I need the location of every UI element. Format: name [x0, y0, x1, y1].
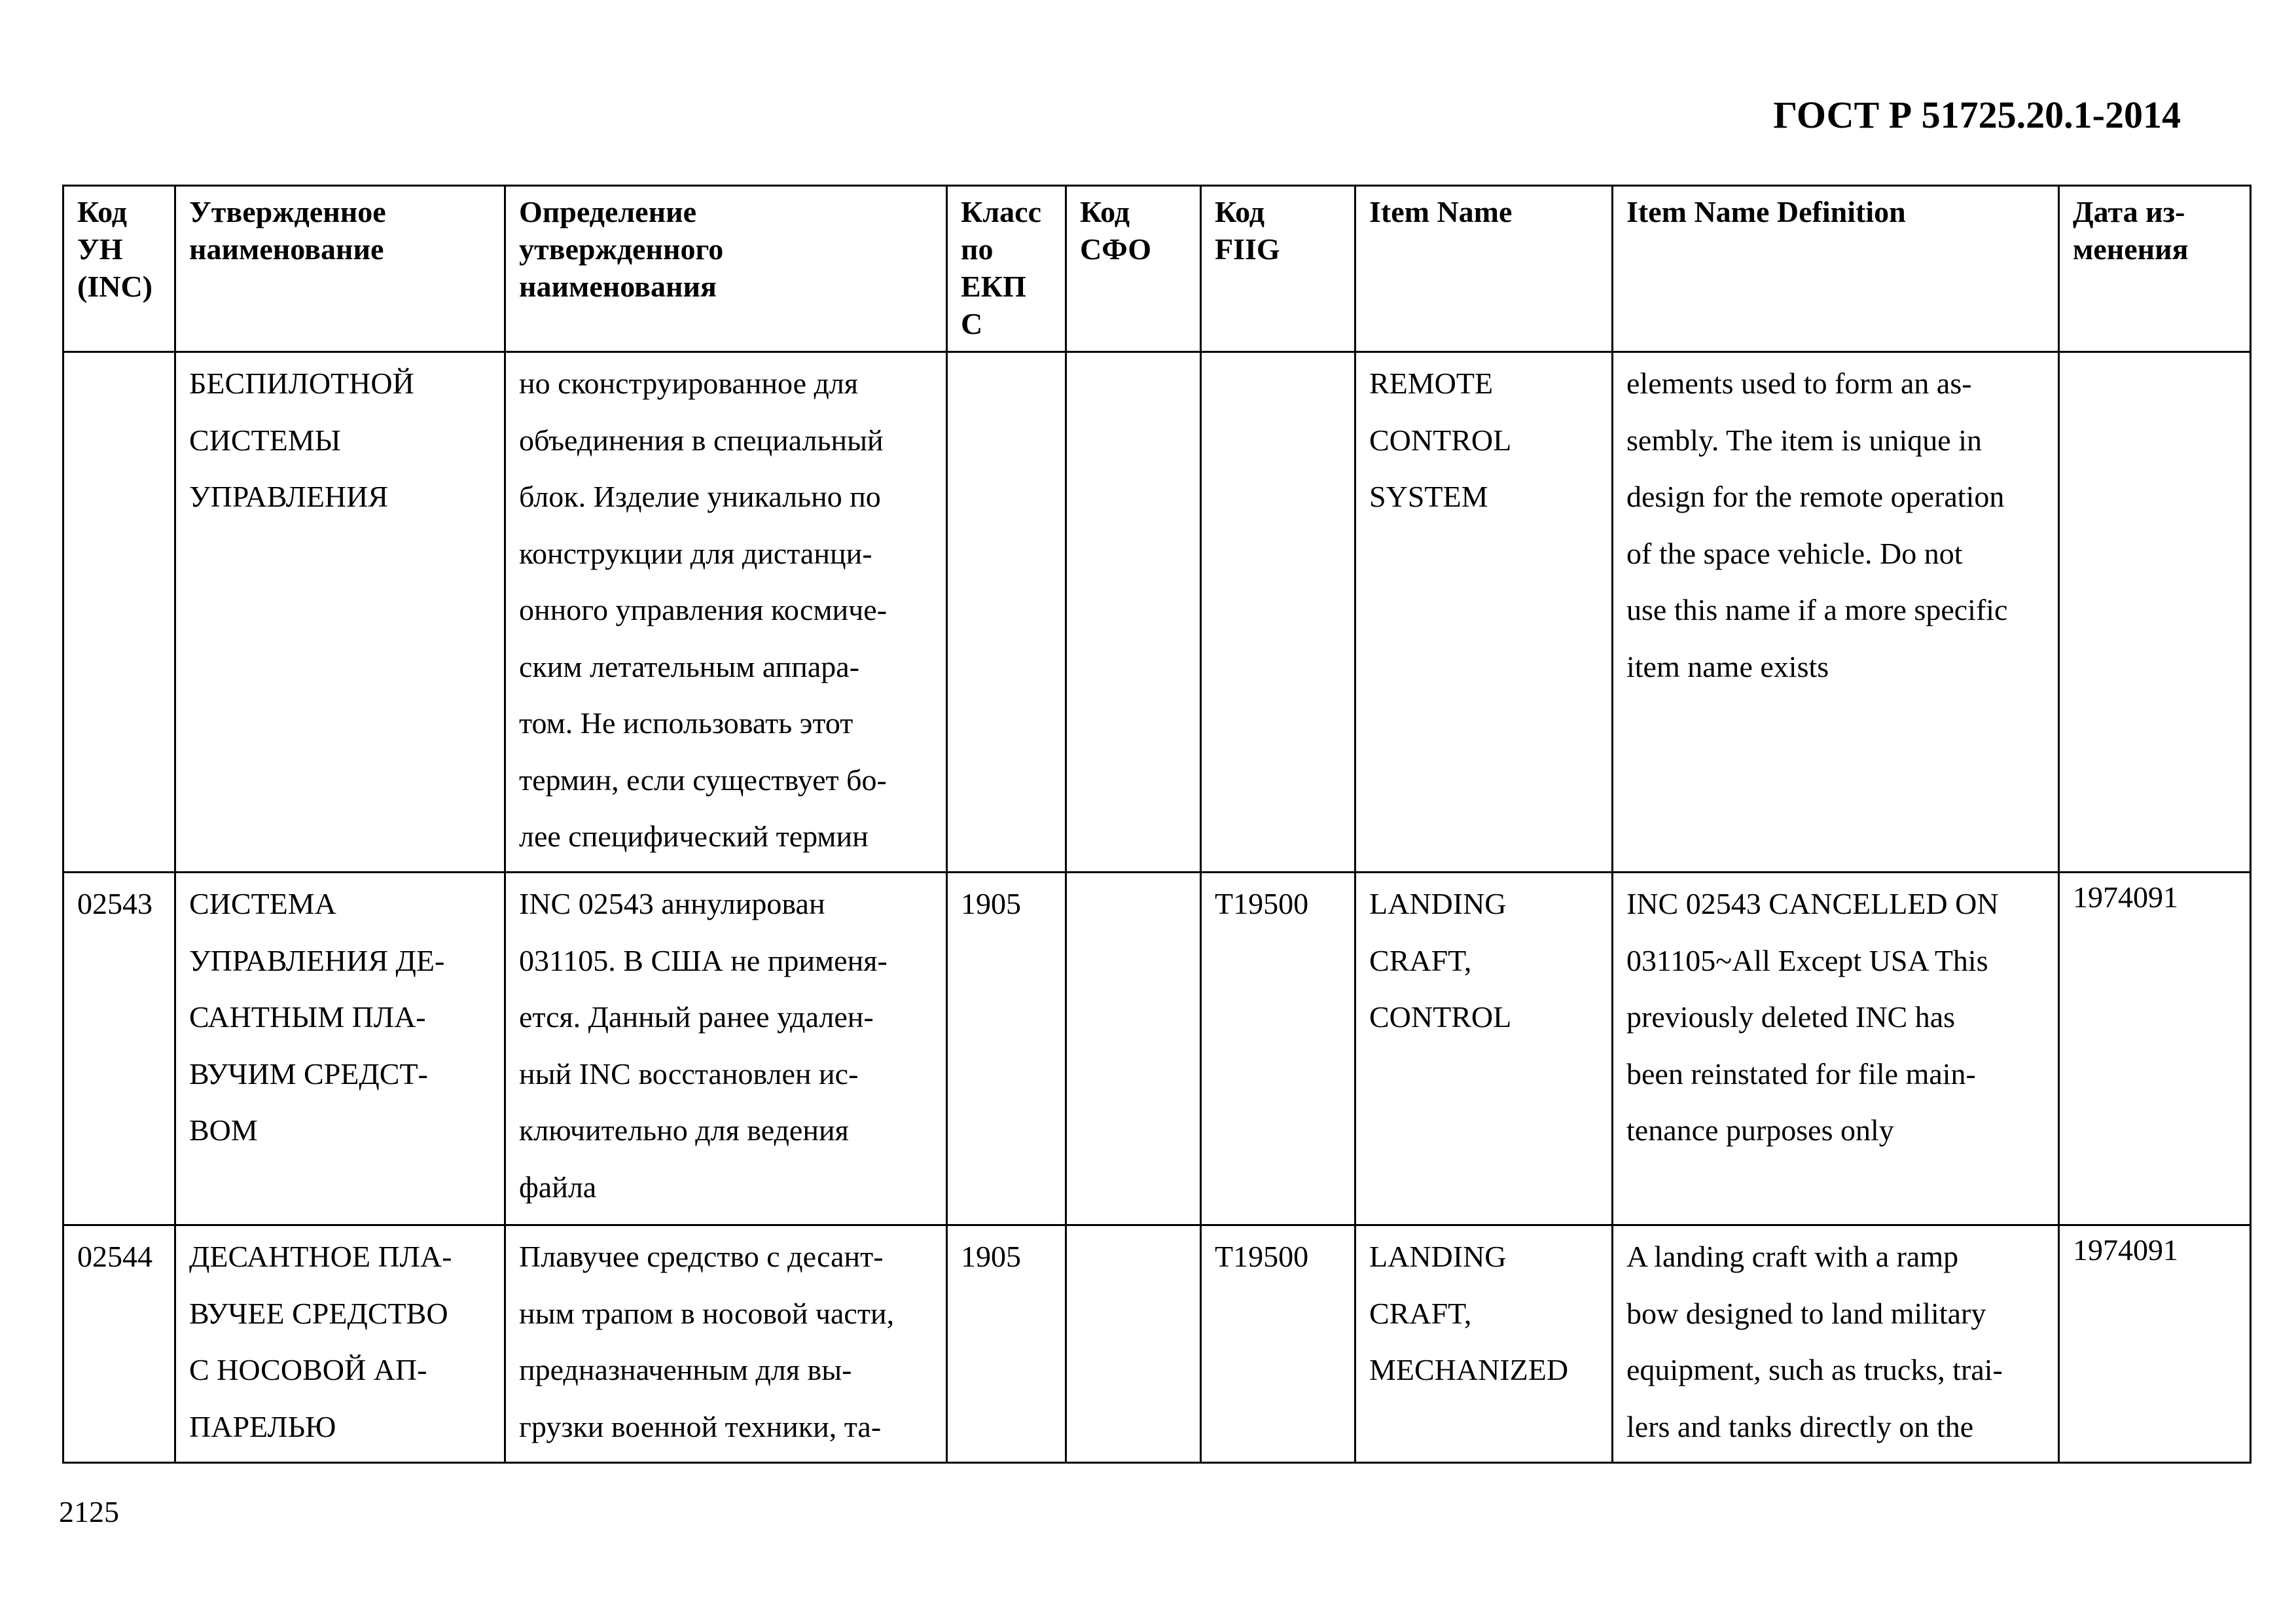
cell-name-definition: INC 02543 аннулирован 031105. В США не применя- ется. Данный ранее удален- ный INC восстановлен ис- ключительно для ведения файла	[505, 873, 947, 1225]
column-header-fiig-code: Код FIIG	[1201, 186, 1355, 352]
cell-inc: 02544	[63, 1225, 175, 1463]
cell-fiig-code: T19500	[1201, 873, 1355, 1225]
cell-change-date: 1974091	[2059, 1225, 2251, 1463]
cell-ekps-class: 1905	[947, 1225, 1066, 1463]
column-header-approved-name: Утвержденное наименование	[175, 186, 505, 352]
cell-sfo-code	[1066, 873, 1201, 1225]
table-header-row	[63, 186, 2251, 352]
column-header-item-name: Item Name	[1355, 186, 1613, 352]
cell-change-date: 1974091	[2059, 873, 2251, 1225]
cell-sfo-code	[1066, 1225, 1201, 1463]
document-header: ГОСТ Р 51725.20.1-2014	[1773, 94, 2181, 136]
cell-item-name-definition: elements used to form an as- sembly. The item is unique in design for the remote operation of the space vehicle. Do not use this name if a more specific item name exists	[1613, 352, 2059, 873]
cell-ekps-class	[947, 352, 1066, 873]
cell-fiig-code: T19500	[1201, 1225, 1355, 1463]
cell-name-definition: но сконструированное для объединения в специальный блок. Изделие уникально по конструкции для дистанци- онного управления космиче- ским летательным аппара- том. Не использовать этот термин, если существует бо- лее специфический термин	[505, 352, 947, 873]
cell-change-date	[2059, 352, 2251, 873]
cell-inc: 02543	[63, 873, 175, 1225]
table-row	[63, 873, 2251, 1225]
column-header-sfo-code: Код СФО	[1066, 186, 1201, 352]
cell-approved-name: СИСТЕМА УПРАВЛЕНИЯ ДЕ- САНТНЫМ ПЛА- ВУЧИМ СРЕДСТ- ВОМ	[175, 873, 505, 1225]
cell-name-definition: Плавучее средство с десант- ным трапом в носовой части, предназначенным для вы- грузки военной техники, та-	[505, 1225, 947, 1463]
table-row	[63, 352, 2251, 873]
cell-item-name: LANDING CRAFT, CONTROL	[1355, 873, 1613, 1225]
column-header-name-definition: Определение утвержденного наименования	[505, 186, 947, 352]
cell-inc	[63, 352, 175, 873]
column-header-item-name-definition: Item Name Definition	[1613, 186, 2059, 352]
cell-item-name: LANDING CRAFT, MECHANIZED	[1355, 1225, 1613, 1463]
column-header-change-date: Дата из- менения	[2059, 186, 2251, 352]
table-row	[63, 1225, 2251, 1463]
cell-sfo-code	[1066, 352, 1201, 873]
column-header-ekps-class: Класс по ЕКП С	[947, 186, 1066, 352]
page-number: 2125	[59, 1495, 119, 1528]
cell-fiig-code	[1201, 352, 1355, 873]
cell-item-name-definition: A landing craft with a ramp bow designed to land military equipment, such as trucks, trai- lers and tanks directly on the	[1613, 1225, 2059, 1463]
cell-ekps-class: 1905	[947, 873, 1066, 1225]
cell-item-name: REMOTE CONTROL SYSTEM	[1355, 352, 1613, 873]
cell-approved-name: БЕСПИЛОТНОЙ СИСТЕМЫ УПРАВЛЕНИЯ	[175, 352, 505, 873]
cell-item-name-definition: INC 02543 CANCELLED ON 031105~All Except USA This previously deleted INC has been reinstated for file main- tenance purposes only	[1613, 873, 2059, 1225]
cell-approved-name: ДЕСАНТНОЕ ПЛА- ВУЧЕЕ СРЕДСТВО С НОСОВОЙ АП- ПАРЕЛЬЮ	[175, 1225, 505, 1463]
inc-table	[62, 185, 2251, 1464]
column-header-inc: Код УН (INC)	[63, 186, 175, 352]
